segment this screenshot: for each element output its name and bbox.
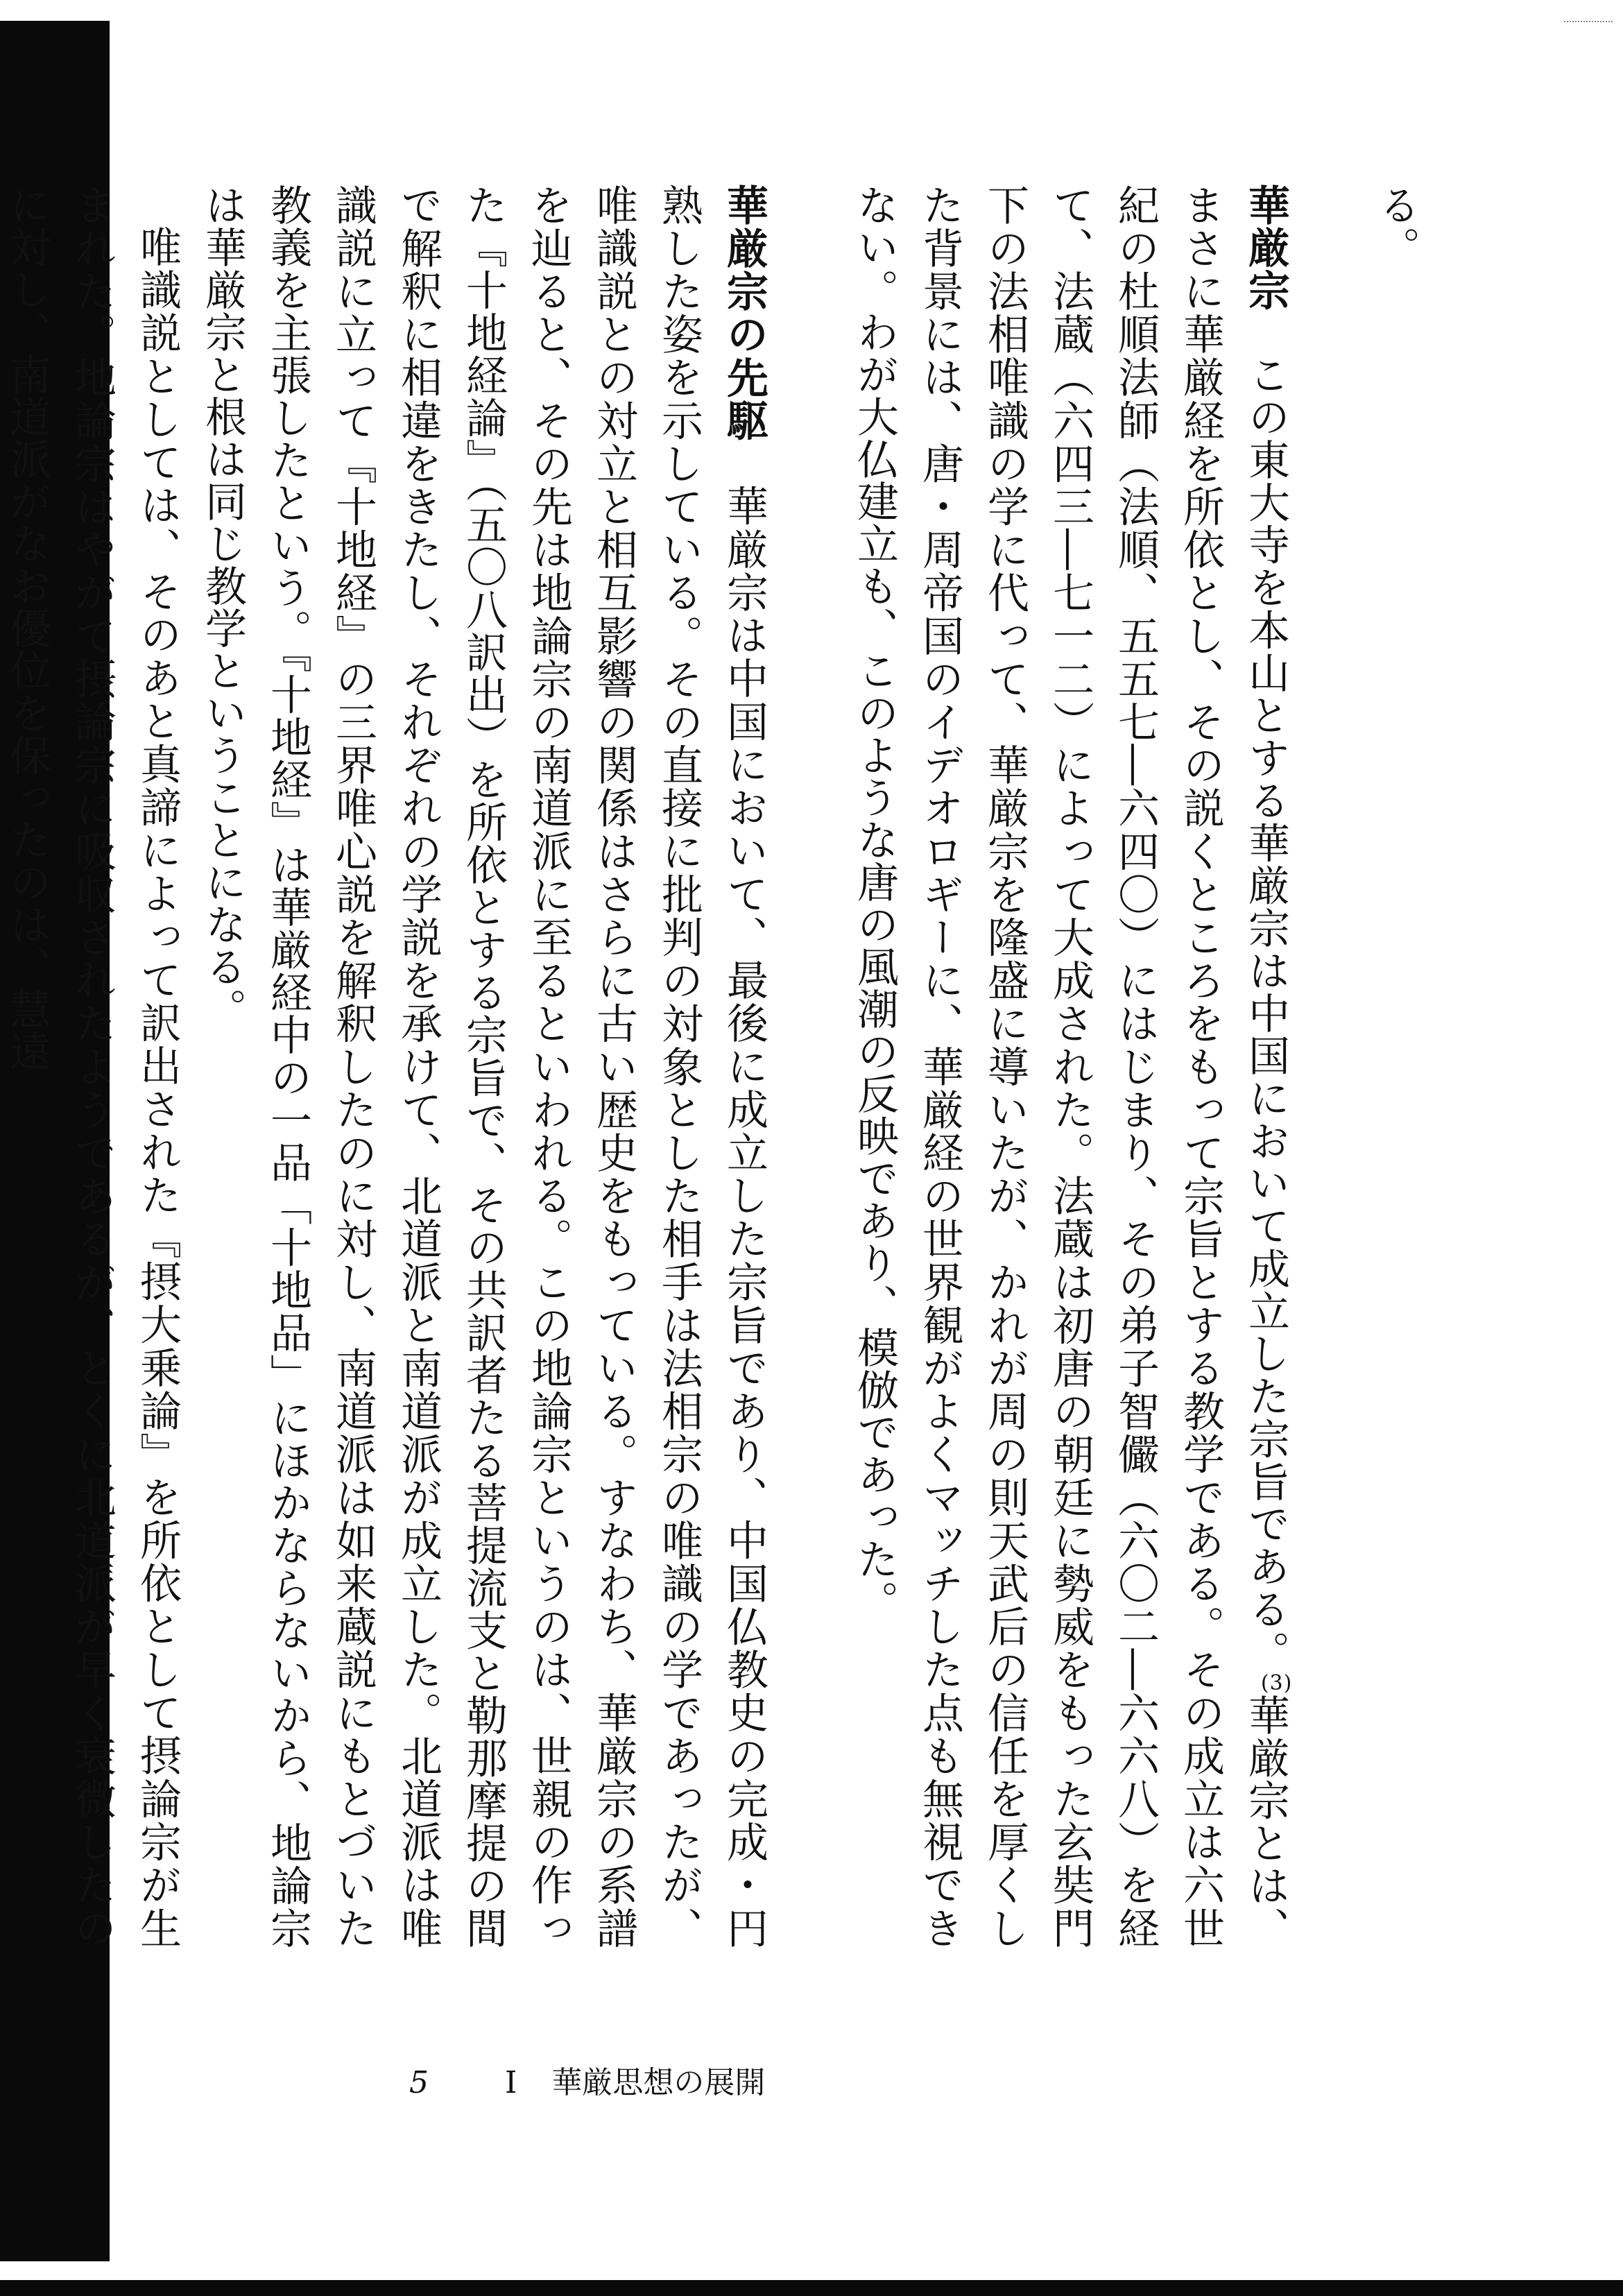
section-heading-kegon-precursor: 華厳宗の先駆 bbox=[720, 184, 768, 443]
paragraph-text: る。 bbox=[1372, 184, 1420, 268]
paragraph-text: 華厳宗とは、まさに華厳経を所依とし、その説くところをもって宗旨とする教学である。その成立は六世紀の杜順法師（法順、五五七―六四〇）にはじまり、その弟子智儼（六〇二―六六八）を経て、法蔵（六四三―七一二）によって大成された。法蔵は初唐の朝廷に勢威をもった玄奘門下の法相唯識の学に代って、華厳宗を隆盛に導いたが、かれが周の則天武后の信任を厚くした背景には、唐・周帝国のイデオロギーに、華厳経の世界観がよくマッチした点も無視できない。わが大仏建立も、このような唐の風潮の反映であり、模倣であった。 bbox=[850, 184, 1290, 1950]
vertical-text-body bbox=[3, 184, 1429, 1950]
page-number: 5 bbox=[409, 2065, 429, 2100]
paragraph-kegon-precursor bbox=[190, 184, 777, 1949]
paragraph-text: 華厳宗は中国において、最後に成立した宗旨であり、中国仏教史の完成・円熟した姿を示している。その直接に批判の対象とした相手は法相宗の唯識の学であったが、唯識説との対立と相互影響の関係はさらに古い歴史をもっている。すなわち、華厳宗の系譜を辿ると、その先は地論宗の南道派に至るといわれる。この地論宗というのは、世親の作った『十地経論』（五〇八訳出）を所依とする宗旨で、その共訳者たる菩提流支と勒那摩提の間で解釈に相違をきたし、それぞれの学説を承けて、北道派と南道派が成立した。北道派は唯識説に立って『十地経』の三界唯心説を解釈したのに対し、南道派は如来蔵説にもとづいた教義を主張したという。『十地経』は華厳経中の一品「十地品」にほかならないから、地論宗は華厳宗と根は同じ教学ということになる。 bbox=[198, 184, 768, 1950]
paragraph-kegon-shu bbox=[842, 184, 1298, 1949]
running-footer bbox=[409, 2064, 765, 2102]
paragraph-text: 唯識説としては、そのあと真諦によって訳出された『摂大乗論』を所依として摂論宗が生まれた。地論宗はやがて摂論宗に吸収されたようであるが、とくに北道派が早く衰微したのに対し、南道派がなお優位を保ったのは、慧遠 bbox=[3, 184, 182, 1950]
scan-artifact-mark bbox=[1564, 21, 1613, 29]
paragraph-continuation bbox=[1364, 184, 1429, 1949]
part-number: I bbox=[505, 2065, 517, 2100]
chapter-title: 華厳思想の展開 bbox=[551, 2065, 766, 2100]
section-heading-kegon-shu: 華厳宗 bbox=[1242, 184, 1290, 312]
footnote-reference[interactable]: (3) bbox=[1260, 1670, 1293, 1695]
paragraph-text-before-note: この東大寺を本山とする華厳宗は中国において成立した宗旨である。 bbox=[1242, 353, 1290, 1673]
scan-border-bottom bbox=[0, 2280, 1623, 2296]
paragraph-yogacara bbox=[0, 184, 190, 1949]
heading-gap bbox=[723, 443, 765, 484]
heading-gap bbox=[1245, 311, 1287, 353]
